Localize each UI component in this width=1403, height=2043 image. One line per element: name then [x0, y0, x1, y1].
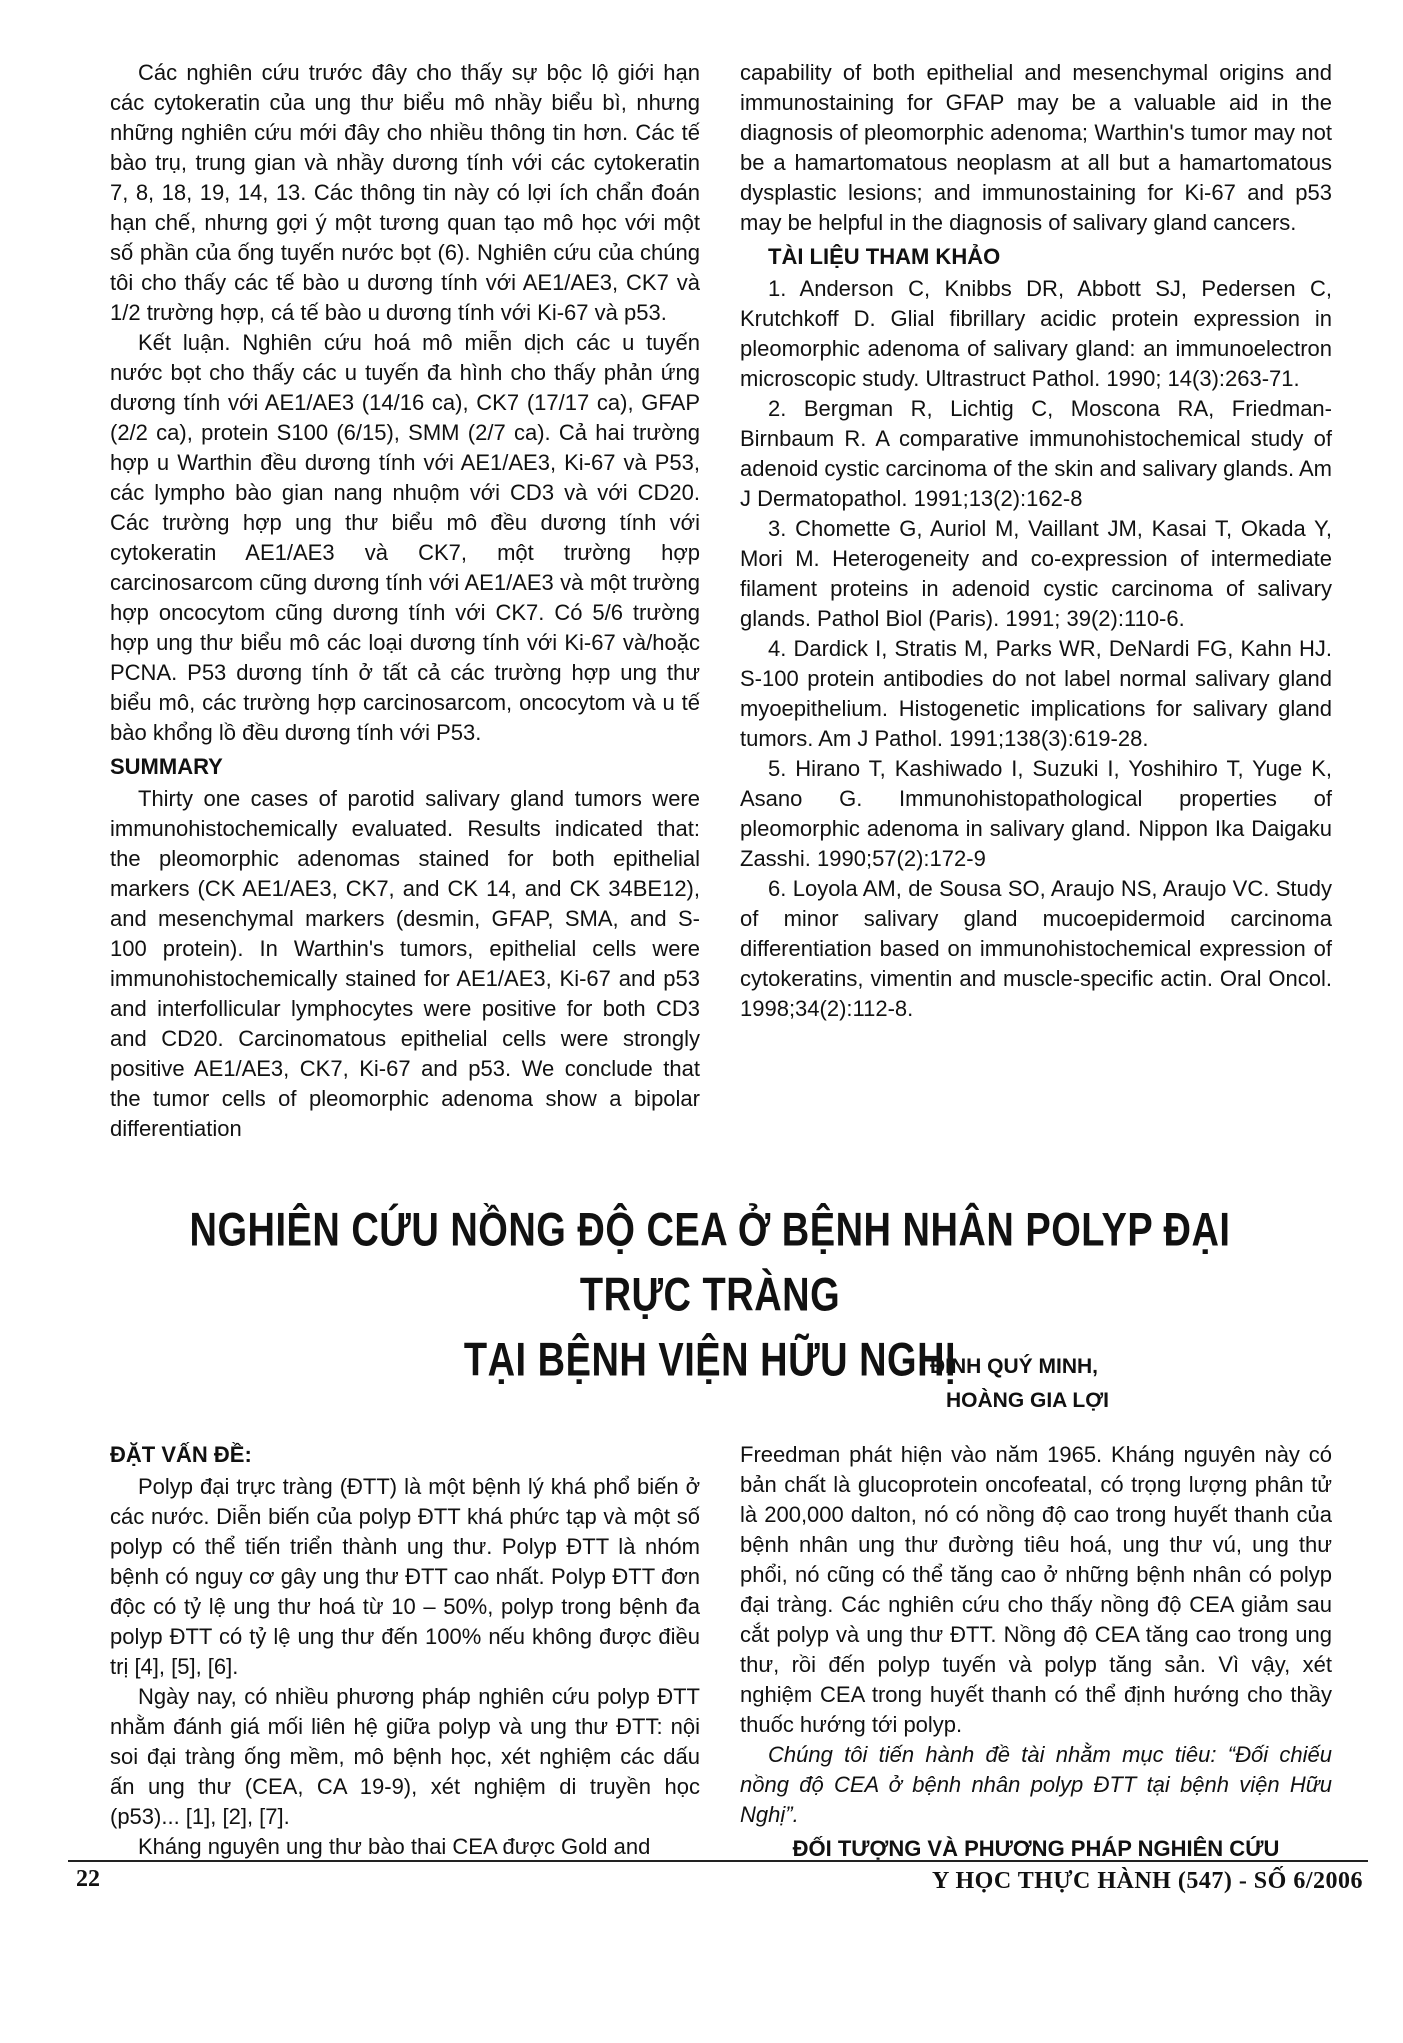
- reference-list: [740, 274, 1332, 1024]
- paragraph: Freedman phát hiện vào năm 1965. Kháng nguyên này có bản chất là glucoprotein oncofeatal, có trọng lượng phân tử là 200,000 dalton, nó có nồng độ cao trong huyết thanh của bệnh nhân ung thư đường tiêu hoá, ung thư vú, ung thư phổi, nó cũng có thể tăng cao ở những bệnh nhân có polyp đại tràng. Các nghiên cứu cho thấy nồng độ CEA giảm sau cắt polyp và ung thư ĐTT. Nồng độ CEA tăng cao trong ung thư, rồi đến polyp tuyến và polyp tăng sản. Vì vậy, xét nghiệm CEA trong huyết thanh có thể định hướng cho thầy thuốc hướng tới polyp.: [740, 1442, 1332, 1737]
- intro-heading: ĐẶT VẤN ĐỀ:: [110, 1442, 252, 1467]
- references-heading: TÀI LIỆU THAM KHẢO: [768, 244, 1001, 269]
- aim-paragraph: Chúng tôi tiến hành đề tài nhằm mục tiêu: “Đối chiếu nồng độ CEA ở bệnh nhân polyp ĐTT tại bệnh viện Hữu Nghị”.: [740, 1742, 1332, 1827]
- bottom-right-column: [740, 1440, 1332, 1866]
- summary-continued: capability of both epithelial and mesenchymal origins and immunostaining for GFAP may be a valuable aid in the diagnosis of pleomorphic adenoma; Warthin's tumor may not be a hamartomatous neoplasm at all but a hamartomatous dysplastic lesions; and immunostaining for Ki-67 and p53 may be helpful in the diagnosis of salivary gland cancers.: [740, 60, 1332, 235]
- methods-heading: ĐỐI TƯỢNG VÀ PHƯƠNG PHÁP NGHIÊN CỨU: [792, 1836, 1280, 1861]
- article-title-line-1: NGHIÊN CỨU NỒNG ĐỘ CEA Ở BỆNH NHÂN POLYP ĐẠI TRỰC TRÀNG: [189, 1204, 1231, 1322]
- paragraph: Polyp đại trực tràng (ĐTT) là một bệnh lý khá phổ biến ở các nước. Diễn biến của polyp ĐTT khá phức tạp và một số polyp có thể tiến triển thành ung thư. Polyp ĐTT là nhóm bệnh có nguy cơ gây ung thư ĐTT cao nhất. Polyp ĐTT đơn độc có tỷ lệ ung thư hoá từ 10 – 50%, polyp trong bệnh đa polyp ĐTT có tỷ lệ ung thư đến 100% nếu không được điều trị [4], [5], [6].: [110, 1474, 700, 1679]
- footer-divider: [68, 1860, 1368, 1862]
- summary-paragraph: Thirty one cases of parotid salivary gland tumors were immunohistochemically evaluated. Results indicated that: the pleomorphic adenomas stained for both epithelial markers (CK AE1/AE3, CK7, and CK 14, and CK 34BE12), and mesenchymal markers (desmin, GFAP, SMA, and S-100 protein). In Warthin's tumors, epithelial cells were immunohistochemically stained for AE1/AE3, Ki-67 and p53 and interfollicular lymphocytes were positive for both CD3 and CD20. Carcinomatous epithelial cells were strongly positive AE1/AE3, CK7, Ki-67 and p53. We conclude that the tumor cells of pleomorphic adenoma show a bipolar differentiation: [110, 786, 700, 1141]
- author-name: HOÀNG GIA LỢI: [946, 1389, 1109, 1412]
- authors: [930, 1350, 1170, 1418]
- reference-item: 4. Dardick I, Stratis M, Parks WR, DeNardi FG, Kahn HJ. S-100 protein antibodies do not label normal salivary gland myoepithelium. Histogenetic implications for salivary gland tumors. Am J Pathol. 1991;138(3):619-28.: [740, 636, 1332, 751]
- reference-item: 5. Hirano T, Kashiwado I, Suzuki I, Yoshihiro T, Yuge K, Asano G. Immunohistopathological properties of pleomorphic adenoma in salivary gland. Nippon Ika Daigaku Zasshi. 1990;57(2):172-9: [740, 756, 1332, 871]
- paragraph: Kháng nguyên ung thư bào thai CEA được Gold and: [138, 1834, 651, 1859]
- summary-heading: SUMMARY: [110, 754, 223, 779]
- page-number: 22: [76, 1866, 100, 1892]
- top-left-column: [110, 58, 700, 1144]
- paragraph-conclusion: Kết luận. Nghiên cứu hoá mô miễn dịch các u tuyến nước bọt cho thấy các u tuyến đa hình cho thấy phản ứng dương tính với AE1/AE3 (14/16 ca), CK7 (17/17 ca), GFAP (2/2 ca), protein S100 (6/15), SMM (2/7 ca). Cả hai trường hợp u Warthin đều dương tính với AE1/AE3, Ki-67 và P53, các lympho bào gian nang nhuộm với CD3 và với CD20. Các trường hợp ung thư biểu mô đều dương tính với cytokeratin AE1/AE3 và CK7, một trường hợp carcinosarcom cũng dương tính với AE1/AE3 và một trường hợp oncocytom cũng dương tính với CK7. Có 5/6 trường hợp ung thư biểu mô các loại dương tính với Ki-67 và/hoặc PCNA. P53 dương tính ở tất cả các trường hợp ung thư biểu mô, các trường hợp carcinosarcom, oncocytom và u tế bào khổng lồ đều dương tính với P53.: [110, 330, 700, 745]
- paragraph: Các nghiên cứu trước đây cho thấy sự bộc lộ giới hạn các cytokeratin của ung thư biểu mô nhầy biểu bì, nhưng những nghiên cứu mới đây cho nhiều thông tin hơn. Các tế bào trụ, trung gian và nhầy dương tính với các cytokeratin 7, 8, 18, 19, 14, 13. Các thông tin này có lợi ích chẩn đoán hạn chế, nhưng gợi ý một tương quan tạo mô học với một số phần của ống tuyến nước bọt (6). Nghiên cứu của chúng tôi cho thấy các tế bào u dương tính với AE1/AE3, CK7 và 1/2 trường hợp, cá tế bào u dương tính với Ki-67 và p53.: [110, 60, 700, 325]
- paragraph: Ngày nay, có nhiều phương pháp nghiên cứu polyp ĐTT nhằm đánh giá mối liên hệ giữa polyp và ung thư ĐTT: nội soi đại tràng ống mềm, mô bệnh học, xét nghiệm các dấu ấn ung thư (CEA, CA 19-9), xét nghiệm di truyền học (p53)... [1], [2], [7].: [110, 1684, 700, 1829]
- journal-name: Y HỌC THỰC HÀNH (547) - SỐ 6/2006: [932, 1868, 1363, 1894]
- author-name: ĐINH QUÝ MINH,: [930, 1355, 1098, 1378]
- bottom-left-column: [110, 1440, 700, 1862]
- top-right-column: [740, 58, 1332, 1024]
- reference-item: 2. Bergman R, Lichtig C, Moscona RA, Friedman-Birnbaum R. A comparative immunohistochemical study of adenoid cystic carcinoma of the skin and salivary glands. Am J Dermatopathol. 1991;13(2):162-8: [740, 396, 1332, 511]
- article-title-line-2: TẠI BỆNH VIỆN HỮU NGHỊ: [463, 1334, 957, 1387]
- reference-item: 3. Chomette G, Auriol M, Vaillant JM, Kasai T, Okada Y, Mori M. Heterogeneity and co-expression of intermediate filament proteins in adenoid cystic carcinoma of salivary glands. Pathol Biol (Paris). 1991; 39(2):110-6.: [740, 516, 1332, 631]
- reference-item: 1. Anderson C, Knibbs DR, Abbott SJ, Pedersen C, Krutchkoff D. Glial fibrillary acidic protein expression in pleomorphic adenoma of salivary gland: an immunoelectron microscopic study. Ultrastruct Pathol. 1990; 14(3):263-71.: [740, 276, 1332, 391]
- reference-item: 6. Loyola AM, de Sousa SO, Araujo NS, Araujo VC. Study of minor salivary gland mucoepidermoid carcinoma differentiation based on immunohistochemical expression of cytokeratins, vimentin and muscle-specific actin. Oral Oncol. 1998;34(2):112-8.: [740, 876, 1332, 1021]
